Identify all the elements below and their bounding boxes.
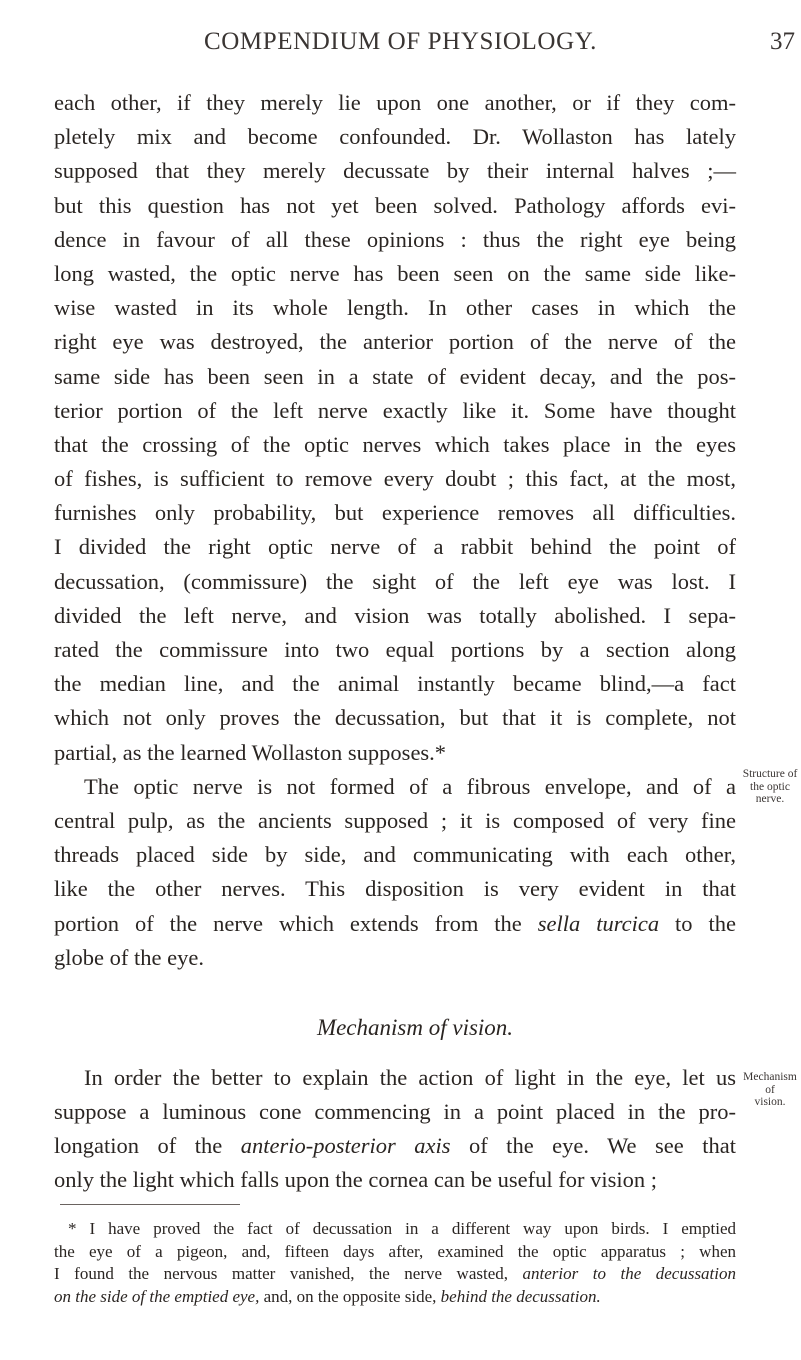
footnote-line: * I have proved the fact of decussation in a different way upon birds. I emptied	[68, 1219, 736, 1238]
running-title: COMPENDIUM OF PHYSIOLOGY.	[203, 28, 598, 55]
text-line: like the other nerves. This disposition is very evident in that	[54, 876, 736, 902]
margin-note-structure	[740, 768, 800, 806]
text-line	[54, 1129, 736, 1163]
text-line: central pulp, as the ancients supposed ; it is composed of very fine	[54, 807, 736, 833]
margin-note-line: the optic	[750, 780, 790, 793]
margin-note-line: Mechanism of	[743, 1071, 797, 1096]
page-header	[0, 28, 801, 62]
heading-italic: vision.	[452, 1014, 514, 1040]
text-line: In order the better to explain the action of light in the eye, let us	[84, 1064, 736, 1090]
text-line: supposed that they merely decussate by their internal halves ;—	[54, 158, 736, 184]
text-line: rated the commissure into two equal portions by a section along	[54, 637, 736, 662]
text-line: terior portion of the left nerve exactly like it. Some have thought	[54, 397, 736, 423]
paragraph-mechanism	[54, 1061, 736, 1198]
text-line: threads placed side by side, and communicating with each other,	[54, 842, 736, 868]
text-line: The optic nerve is not formed of a fibrous envelope, and of a	[84, 773, 736, 799]
text-line: which not only proves the decussation, but that it is complete, not	[54, 705, 736, 731]
text-line: suppose a luminous cone commencing in a point placed in the pro-	[54, 1099, 736, 1125]
margin-note-line: vision.	[754, 1096, 786, 1108]
margin-note-line: nerve.	[755, 793, 785, 805]
text-span: and, on the opposite side,	[259, 1286, 441, 1306]
text-line: pletely mix and become confounded. Dr. Wollaston has lately	[54, 124, 736, 150]
heading-italic: Mechanism	[316, 1014, 423, 1040]
text-line: long wasted, the optic nerve has been seen on the same side like-	[54, 260, 736, 286]
text-line: that the crossing of the optic nerves which takes place in the eyes	[54, 431, 736, 457]
footnote	[54, 1218, 736, 1308]
text-line: the median line, and the animal instantly became blind,—a fact	[54, 671, 736, 697]
footnote-rule	[60, 1204, 240, 1205]
paragraph-optic-structure	[54, 770, 736, 975]
text-span: longation of the	[54, 1133, 241, 1159]
italic-term: anterio-posterior axis	[240, 1133, 451, 1159]
text-line: furnishes only probability, but experience removes all difficulties.	[54, 500, 736, 526]
text-line: divided the left nerve, and vision was totally abolished. I sepa-	[54, 602, 736, 628]
text-line: partial, as the learned Wollaston supposes.*	[54, 739, 447, 765]
italic-term: behind the decussation.	[440, 1286, 601, 1306]
text-line: each other, if they merely lie upon one another, or if they com-	[54, 90, 736, 115]
text-span: I found the nervous matter vanished, the nerve wasted,	[54, 1264, 523, 1284]
italic-term: anterior to the decussation	[522, 1264, 737, 1284]
text-line: I divided the right optic nerve of a rabbit behind the point of	[54, 534, 736, 560]
margin-note-line: Structure of	[742, 768, 798, 780]
body-text	[54, 86, 736, 1198]
text-line: but this question has not yet been solved. Pathology affords evi-	[54, 192, 736, 218]
text-line: wise wasted in its whole length. In other cases in which the	[54, 295, 736, 321]
text-line: globe of the eye.	[54, 944, 204, 970]
text-span: of the eye. We see that	[450, 1133, 736, 1159]
footnote-line: the eye of a pigeon, and, fifteen days after, examined the optic apparatus ; when	[54, 1241, 736, 1261]
text-line: only the light which falls upon the cornea can be useful for vision ;	[54, 1167, 657, 1193]
heading-roman: of	[422, 1014, 453, 1040]
text-span: to the	[659, 910, 736, 936]
footnote-line	[54, 1263, 736, 1286]
text-line: same side has been seen in a state of evident decay, and the pos-	[54, 363, 736, 389]
margin-note-mechanism	[740, 1071, 800, 1109]
page-number: 37	[770, 28, 795, 55]
italic-term: sella turcica	[537, 910, 660, 936]
text-line: dence in favour of all these opinions : thus the right eye being	[54, 226, 736, 252]
italic-term: on the side of the emptied eye,	[54, 1286, 260, 1306]
footnote-line	[54, 1286, 736, 1309]
paragraph-decussation	[54, 86, 736, 770]
section-heading	[54, 1003, 736, 1053]
text-span: portion of the nerve which extends from the	[54, 910, 538, 936]
text-line	[54, 907, 736, 941]
text-line: decussation, (commissure) the sight of the left eye was lost. I	[54, 568, 736, 594]
text-line: of fishes, is sufficient to remove every doubt ; this fact, at the most,	[54, 466, 736, 492]
text-line: right eye was destroyed, the anterior portion of the nerve of the	[54, 329, 736, 355]
